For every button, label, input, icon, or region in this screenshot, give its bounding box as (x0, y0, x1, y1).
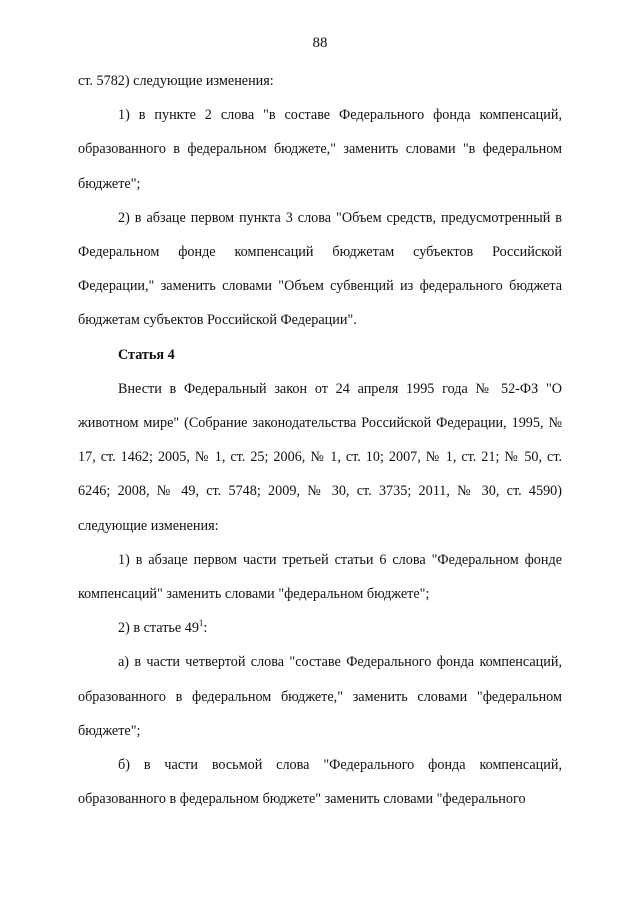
amendment-item-2: 2) в абзаце первом пункта 3 слова "Объем средств, предусмотренный в Федеральном фонде компенсаций бюджетам субъектов Российской Федерации," заменить словами "Объем субвенций из федерального бюджета бюджетам субъектов Российской Федерации". (78, 209, 562, 329)
article-heading: Статья 4 (118, 346, 175, 363)
page-number: 88 (312, 35, 328, 51)
article-item-2 (78, 611, 562, 645)
amendment-item-1: 1) в пункте 2 слова "в составе Федерального фонда компенсаций, образованного в федеральном бюджете," заменить словами "в федеральном бюджете"; (78, 107, 562, 192)
paragraph-continuation: ст. 5782) следующие изменения: (78, 73, 274, 89)
article-item-2-tail: : (203, 620, 208, 637)
subitem-b: б) в части восьмой слова "Федерального фонда компенсаций, образованного в федеральном бюджете" заменить словами "федерального (78, 757, 562, 808)
article-item-1: 1) в абзаце первом части третьей статьи 6 слова "Федеральном фонде компенсаций" заменить словами "федеральном бюджете"; (78, 551, 562, 603)
article-intro: Внести в Федеральный закон от 24 апреля 1995 года № 52-ФЗ "О животном мире" (Собрание законодательства Российской Федерации, 1995, № 17, ст. 1462; 2005, № 1, ст. 25; 2006, № 1, ст. 10; 2007, № 1, ст. 21; № 50, ст. 6246; 2008, № 49, ст. 5748; 2009, № 30, ст. 3735; 2011, № 30, ст. 4590) следующие изменения: (78, 380, 562, 534)
article-number-superscript: 1 (198, 617, 204, 628)
article-item-2-text: 2) в статье 49 (118, 620, 199, 637)
subitem-a: а) в части четвертой слова "составе Федерального фонда компенсаций, образованного в федеральном бюджете," заменить словами "федеральном бюджете"; (78, 654, 562, 739)
document-body (78, 64, 562, 816)
